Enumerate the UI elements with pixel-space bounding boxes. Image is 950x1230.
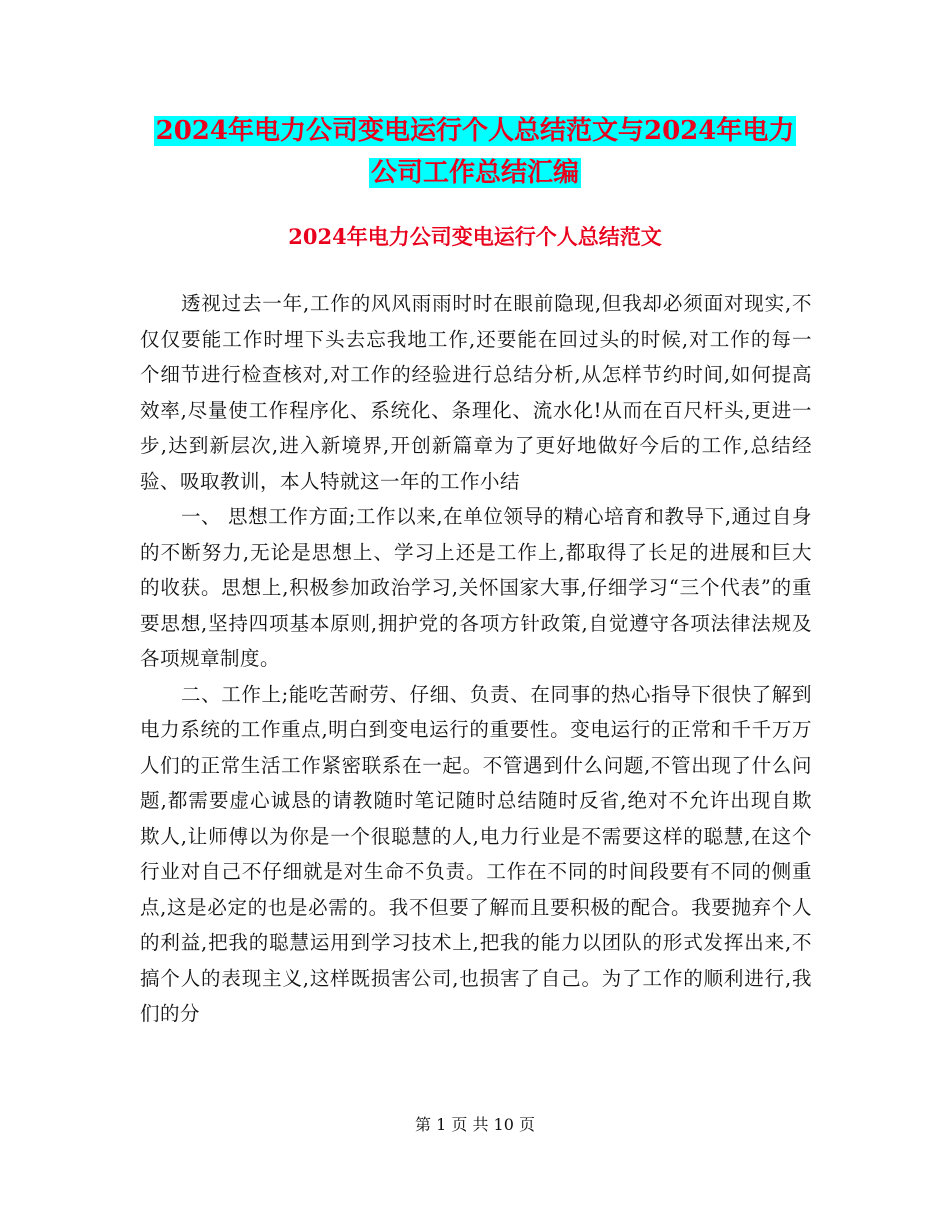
paragraph-work: 二、工作上;能吃苦耐劳、仔细、负责、在同事的热心指导下很快了解到电力系统的工作重点,明白到变电运行的重要性。变电运行的正常和千千万万人们的正常生活工作紧密联系在一起。不管遇到什么问题,不管出现了什么问题,都需要虚心诚恳的请教随时笔记随时总结随时反省,绝对不允许出现自欺欺人,让师傅以为你是一个很聪慧的人,电力行业是不需要这样的聪慧,在这个行业对自己不仔细就是对生命不负责。工作在不同的时间段要有不同的侧重点,这是必定的也是必需的。我不但要了解而且要积极的配合。我要抛弃个人的利益,把我的聪慧运用到学习技术上,把我的能力以团队的形式发挥出来,不搞个人的表现主义,这样既损害公司,也损害了自己。为了工作的顺利进行,我们的分: [140, 682, 812, 1025]
section-title: 2024年电力公司变电运行个人总结范文: [288, 224, 662, 249]
page-footer: 第 1 页 共 10 页: [415, 1115, 535, 1134]
paragraph-intro: 透视过去一年,工作的风风雨雨时时在眼前隐现,但我却必须面对现实,不仅仅要能工作时埋下头去忘我地工作,还要能在回过头的时候,对工作的每一个细节进行检查核对,对工作的经验进行总结分析,从怎样节约时间,如何提高效率,尽量使工作程序化、系统化、条理化、流水化!从而在百尺杆头,更进一步,达到新层次,进入新境界,开创新篇章为了更好地做好今后的工作,总结经验、吸取教训，本人特就这一年的工作小结: [140, 292, 812, 493]
document-body: [140, 286, 812, 1032]
paragraph-thought-work: 一、 思想工作方面;工作以来,在单位领导的精心培育和教导下,通过自身的不断努力,无论是思想上、学习上还是工作上,都取得了长足的进展和巨大的收获。思想上,积极参加政治学习,关怀国家大事,仔细学习“三个代表”的重要思想,坚持四项基本原则,拥护党的各项方针政策,自觉遵守各项法律法规及各项规章制度。: [140, 505, 812, 670]
document-title-line-1: 2024年电力公司变电运行个人总结范文与2024年电力: [155, 116, 795, 146]
document-title-line-2: 公司工作总结汇编: [370, 158, 579, 188]
